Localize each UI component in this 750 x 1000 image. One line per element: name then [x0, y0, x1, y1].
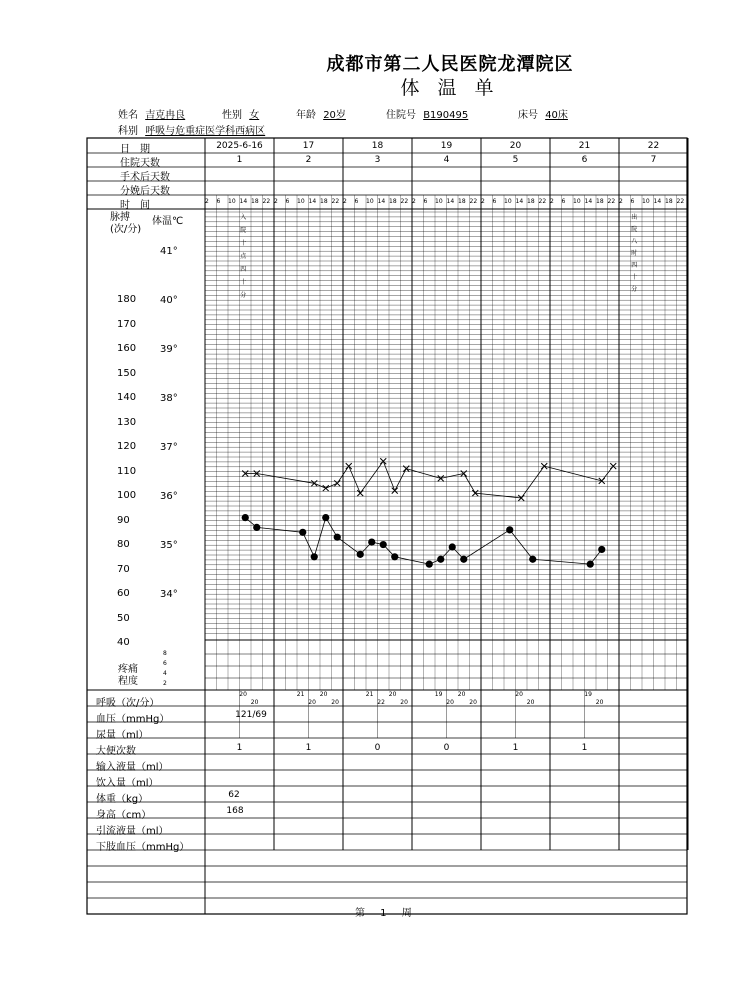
sex-value: 女 — [249, 110, 260, 121]
time-slot-label: 6 — [354, 198, 359, 205]
date-cell: 22 — [647, 141, 660, 151]
admission-note-char: 四 — [240, 266, 247, 273]
time-slot-label: 2 — [412, 198, 416, 205]
patient-name: 吉克冉良 — [145, 110, 186, 121]
pulse-mark — [438, 475, 444, 481]
temperature-dot — [299, 529, 306, 536]
temp-tick-label: 39° — [160, 344, 178, 355]
time-slot-label: 22 — [400, 198, 409, 205]
time-slot-label: 6 — [492, 198, 497, 205]
temperature-dot — [391, 553, 398, 560]
stool-count: 0 — [374, 743, 381, 753]
time-slot-label: 10 — [435, 198, 443, 205]
weight-value: 62 — [228, 790, 240, 800]
pulse-tick-label: 40 — [117, 637, 130, 648]
pulse-mark — [392, 488, 398, 494]
time-slot-label: 18 — [458, 198, 466, 205]
resp-value: 20 — [457, 691, 466, 698]
sex-label: 性别 — [222, 110, 242, 121]
time-slot-label: 22 — [331, 198, 340, 205]
time-slot-label: 6 — [630, 198, 635, 205]
pulse-mark — [541, 463, 547, 469]
time-slot-label: 10 — [573, 198, 581, 205]
pulse-line — [475, 493, 521, 498]
time-slot-label: 14 — [653, 198, 662, 205]
pulse-mark — [334, 480, 340, 486]
resp-value: 22 — [377, 699, 385, 706]
dept-label: 科别 — [118, 126, 138, 137]
pulse-mark — [610, 463, 616, 469]
pulse-mark — [599, 478, 605, 484]
page-footer: 第 1 周 — [355, 908, 418, 919]
pulse-axis-label: 脉搏 (次/分) — [110, 212, 142, 235]
temp-tick-label: 41° — [160, 246, 178, 257]
date-cell: 20 — [509, 141, 522, 151]
time-slot-label: 18 — [389, 198, 397, 205]
time-slot-label: 10 — [504, 198, 512, 205]
dept-value: 呼吸与危重症医学科西病区 — [145, 126, 266, 137]
discharge-note-char: 四 — [631, 262, 638, 269]
temp-tick-label: 38° — [160, 393, 178, 404]
pulse-tick-label: 70 — [117, 563, 130, 575]
admission-note-char: 十 — [240, 279, 247, 286]
admission-note-char: 入 — [240, 214, 247, 221]
time-slot-label: 22 — [469, 198, 478, 205]
time-slot-label: 14 — [239, 198, 248, 205]
discharge-note-char: 出 — [631, 214, 638, 221]
time-slot-label: 6 — [216, 198, 221, 205]
temperature-dot — [587, 561, 594, 568]
urine-label: 尿量（ml） — [96, 730, 149, 741]
admission-number: B190495 — [423, 110, 469, 121]
time-slot-label: 14 — [584, 198, 593, 205]
time-slot-label: 2 — [205, 198, 209, 205]
hospital-day-cell: 6 — [581, 155, 588, 165]
resp-value: 20 — [388, 691, 397, 698]
admission-note-char: 分 — [240, 292, 247, 299]
bp-value: 121/69 — [235, 710, 267, 720]
pulse-tick-label: 150 — [117, 367, 137, 379]
stool-count: 1 — [581, 743, 588, 753]
hospital-day-cell: 1 — [236, 155, 243, 165]
time-slot-label: 14 — [515, 198, 524, 205]
resp-value: 20 — [319, 691, 328, 698]
time-slot-label: 6 — [285, 198, 290, 205]
pulse-mark — [346, 463, 352, 469]
pulse-tick-label: 170 — [117, 318, 137, 330]
date-cell: 18 — [371, 141, 384, 151]
temp-tick-label: 40° — [160, 295, 178, 306]
temperature-dot — [598, 546, 605, 553]
resp-value: 19 — [434, 691, 443, 698]
resp-value: 20 — [331, 699, 339, 706]
discharge-note-char: 分 — [631, 286, 638, 293]
time-row-label: 时 间 — [120, 200, 150, 211]
pain-tick-label: 4 — [163, 670, 167, 677]
date-cell: 21 — [578, 141, 591, 151]
name-label: 姓名 — [118, 110, 138, 121]
resp-value: 20 — [308, 699, 316, 706]
pulse-mark — [403, 466, 409, 472]
resp-value: 20 — [446, 699, 454, 706]
bed-label: 床号 — [518, 110, 538, 121]
pain-tick-label: 2 — [163, 680, 167, 687]
time-slot-label: 22 — [262, 198, 271, 205]
temp-axis-label: 体温℃ — [152, 216, 184, 227]
pulse-tick-label: 90 — [117, 514, 130, 526]
temperature-dot — [506, 526, 513, 533]
time-slot-label: 18 — [596, 198, 604, 205]
admission-note-char: 点 — [240, 253, 247, 260]
pain-tick-label: 8 — [163, 650, 167, 657]
temperature-dot — [426, 561, 433, 568]
drainage-label: 引流液量（ml） — [96, 826, 169, 837]
time-slot-label: 6 — [423, 198, 428, 205]
pulse-tick-label: 120 — [117, 441, 137, 452]
time-slot-label: 2 — [550, 198, 554, 205]
bed-number: 40床 — [545, 110, 568, 121]
hospital-day-cell: 3 — [374, 155, 381, 165]
admission-note-char: 院 — [240, 227, 247, 234]
temp-tick-label: 37° — [160, 442, 178, 453]
time-slot-label: 10 — [642, 198, 650, 205]
admission-note-char: 十 — [240, 240, 247, 247]
discharge-note-char: 院 — [631, 226, 638, 233]
postpartum-days-label: 分娩后天数 — [120, 186, 170, 197]
time-slot-label: 18 — [527, 198, 535, 205]
hospital-day-cell: 7 — [650, 155, 657, 165]
time-slot-label: 10 — [228, 198, 236, 205]
stool-count: 0 — [443, 743, 450, 753]
time-slot-label: 22 — [607, 198, 616, 205]
pain-tick-label: 6 — [163, 660, 167, 667]
date-cell: 2025-6-16 — [216, 141, 263, 151]
pulse-tick-label: 80 — [117, 539, 130, 550]
temperature-dot — [380, 541, 387, 548]
time-slot-label: 2 — [274, 198, 278, 205]
date-cell: 17 — [302, 141, 315, 151]
time-slot-label: 18 — [320, 198, 328, 205]
date-cell: 19 — [440, 141, 453, 151]
temperature-dot — [242, 514, 249, 521]
pulse-tick-label: 140 — [117, 392, 137, 403]
temperature-dot — [368, 539, 375, 546]
temperature-line — [337, 537, 360, 554]
temperature-dot — [529, 556, 536, 563]
bp-label: 血压（mmHg） — [96, 714, 170, 725]
stool-count: 1 — [236, 743, 243, 753]
resp-value: 19 — [584, 691, 592, 698]
temperature-line — [257, 527, 303, 532]
temperature-dot — [357, 551, 364, 558]
pulse-tick-label: 130 — [117, 416, 137, 428]
temperature-dot — [334, 534, 341, 541]
pulse-mark — [461, 471, 467, 477]
time-slot-label: 14 — [446, 198, 455, 205]
hospital-day-cell: 5 — [512, 155, 519, 165]
hospital-days-label: 住院天数 — [120, 158, 160, 169]
time-slot-label: 18 — [665, 198, 673, 205]
resp-value: 20 — [250, 699, 259, 706]
input-fluid-label: 输入液量（ml） — [96, 762, 169, 773]
hospital-name: 成都市第二人民医院龙潭院区 — [326, 54, 574, 75]
resp-value: 20 — [595, 699, 604, 706]
temperature-dot — [311, 553, 318, 560]
temp-tick-label: 35° — [160, 540, 178, 551]
date-row-label: 日 期 — [120, 144, 150, 155]
temperature-dot — [322, 514, 329, 521]
time-slot-label: 2 — [343, 198, 347, 205]
pulse-tick-label: 110 — [117, 465, 137, 477]
pulse-mark — [323, 485, 329, 491]
discharge-note-char: 八 — [631, 238, 638, 245]
resp-value: 20 — [400, 699, 408, 706]
age-label: 年龄 — [296, 110, 316, 121]
pulse-mark — [380, 458, 386, 464]
stool-count: 1 — [305, 743, 312, 753]
height-label: 身高（cm） — [96, 810, 152, 821]
pulse-tick-label: 60 — [117, 588, 130, 599]
time-slot-label: 18 — [251, 198, 259, 205]
stool-label: 大便次数 — [96, 746, 136, 757]
intake-label: 饮入量（ml） — [96, 778, 159, 789]
temp-tick-label: 34° — [160, 589, 178, 600]
resp-value: 20 — [239, 691, 247, 698]
pulse-tick-label: 160 — [117, 343, 137, 354]
time-slot-label: 2 — [619, 198, 623, 205]
pain-label: 疼痛 程度 — [118, 664, 138, 687]
temperature-dot — [253, 524, 260, 531]
resp-value: 21 — [365, 691, 374, 698]
age-value: 20岁 — [323, 110, 346, 121]
hospital-day-cell: 2 — [305, 155, 312, 165]
lower-limb-bp-label: 下肢血压（mmHg） — [96, 842, 190, 853]
height-value: 168 — [226, 806, 244, 816]
weight-label: 体重（kg） — [96, 794, 149, 805]
hospital-day-cell: 4 — [443, 155, 450, 165]
temp-tick-label: 36° — [160, 491, 178, 502]
resp-value: 20 — [515, 691, 523, 698]
pulse-tick-label: 180 — [117, 294, 137, 305]
resp-value: 21 — [296, 691, 305, 698]
resp-value: 20 — [526, 699, 535, 706]
pulse-line — [521, 466, 544, 498]
discharge-note-char: 十 — [631, 274, 638, 281]
temperature-dot — [437, 556, 444, 563]
temperature-dot — [460, 556, 467, 563]
time-slot-label: 22 — [676, 198, 685, 205]
pulse-line — [360, 461, 383, 493]
time-slot-label: 6 — [561, 198, 566, 205]
time-slot-label: 10 — [297, 198, 305, 205]
time-slot-label: 14 — [377, 198, 386, 205]
stool-count: 1 — [512, 743, 519, 753]
time-slot-label: 14 — [308, 198, 317, 205]
pulse-tick-label: 50 — [117, 612, 130, 624]
pulse-line — [441, 474, 464, 479]
resp-label: 呼吸（次/分） — [96, 698, 160, 709]
time-slot-label: 22 — [538, 198, 547, 205]
pulse-mark — [357, 490, 363, 496]
temperature-dot — [449, 543, 456, 550]
discharge-note-char: 时 — [631, 250, 638, 257]
admission-label: 住院号 — [386, 110, 416, 121]
time-slot-label: 2 — [481, 198, 485, 205]
form-title: 体 温 单 — [400, 77, 500, 99]
pulse-tick-label: 100 — [117, 490, 137, 501]
postop-days-label: 手术后天数 — [120, 172, 170, 183]
resp-value: 20 — [469, 699, 477, 706]
time-slot-label: 10 — [366, 198, 374, 205]
